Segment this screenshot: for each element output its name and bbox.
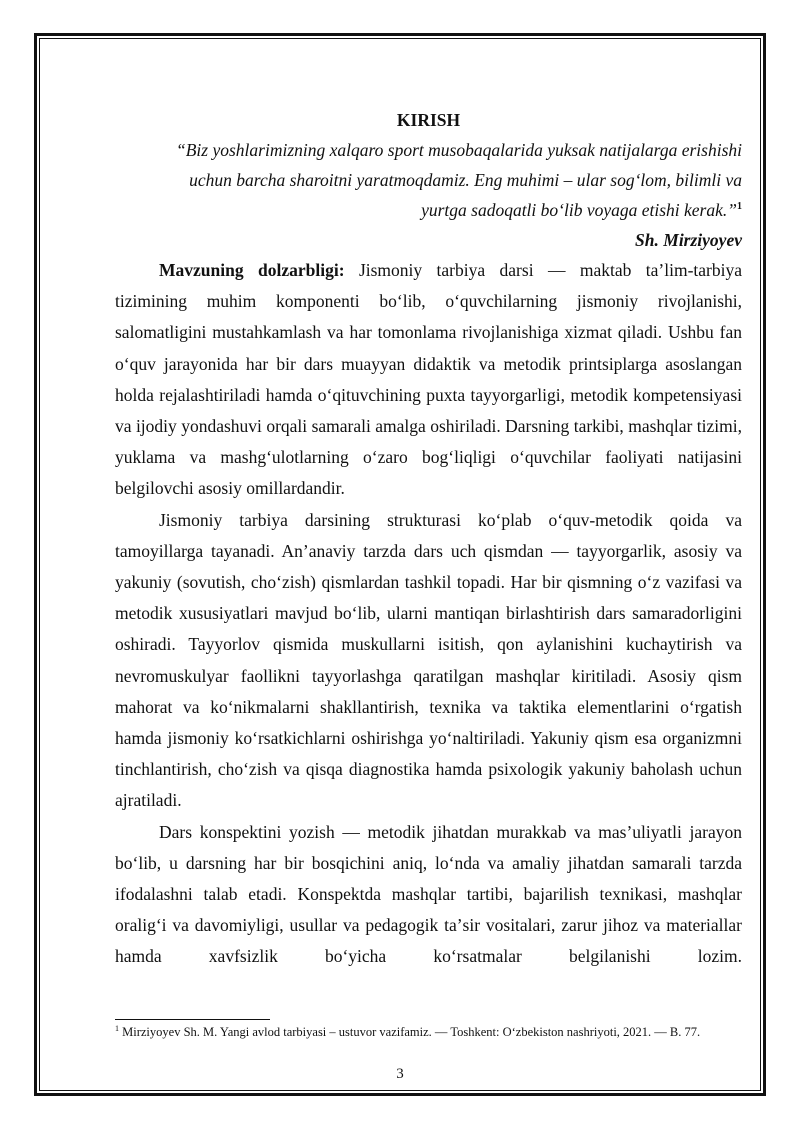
footnote-number: 1 [115, 1023, 119, 1033]
footnote-reference[interactable]: 1 [737, 201, 742, 213]
footnote-text: Mirziyoyev Sh. M. Yangi avlod tarbiyasi – ustuvor vazifamiz. — Toshkent: Oʻzbekiston nashriyoti, 2021. — B. 77. [119, 1025, 701, 1039]
epigraph-line-3 [115, 195, 742, 225]
footnote-separator [115, 1019, 270, 1020]
epigraph-line-3-text: yurtga sadoqatli boʻlib voyaga etishi kerak.” [421, 200, 737, 220]
paragraph-lesson-plan: Dars konspektini yozish — metodik jihatdan murakkab va masʼuliyatli jarayon boʻlib, u darsning har bir bosqichini aniq, loʻnda va amaliy jihatdan samarali tarzda ifodalashni talab etadi. Konspektda mashqlar tartibi, bajarilish texnikasi, mashqlar oraligʻi va davomiyligi, usullar va pedagogik taʼsir vositalari, zarur jihoz va materiallar hamda xavfsizlik boʻyicha koʻrsatmalar belgilanishi lozim. [115, 821, 742, 967]
document-body [115, 105, 742, 973]
epigraph-line-1: “Biz yoshlarimizning xalqaro sport musobaqalarida yuksak natijalarga erishishi [175, 140, 742, 160]
paragraph-relevance-text: Jismoniy tarbiya darsi — maktab taʼlim-tarbiya tizimining muhim komponenti boʻlib, oʻquvchilarning jismoniy rivojlanishi, salomatligini mustahkamlash va har tomonlama rivojlanishiga xizmat qiladi. Ushbu fan oʻquv jarayonida har bir dars muayyan didaktik va metodik printsiplarga asoslangan holda rejalashtiriladi hamda oʻqituvchining puxta tayyorgarligi, metodik kompetensiyasi va ijodiy yondashuvi orqali samarali amalga oshiriladi. Darsning tarkibi, mashqlar tizimi, yuklama va mashgʻulotlarning oʻzaro bogʻliqligi oʻquvchilar faoliyati natijasini belgilovchi asosiy omillardandir. [115, 260, 742, 499]
paragraph-lead: Mavzuning dolzarbligi: [159, 260, 345, 280]
epigraph-line-2: uchun barcha sharoitni yaratmoqdamiz. Eng muhimi – ular sogʻlom, bilimli va [189, 170, 742, 190]
epigraph-author: Sh. Mirziyoyev [635, 230, 742, 250]
paragraph-relevance [115, 255, 742, 505]
paragraph-structure: Jismoniy tarbiya darsining strukturasi koʻplab oʻquv-metodik qoida va tamoyillarga tayanadi. Anʼanaviy tarzda dars uch qismdan — tayyorgarlik, asosiy va yakuniy (sovutish, choʻzish) qismlardan tashkil topadi. Har bir qismning oʻz vazifasi va metodik xususiyatlari mavjud boʻlib, ularni mantiqan birlashtirish dars samaradorligini oshiradi. Tayyorlov qismida muskullarni isitish, qon aylanishini kuchaytirish va nevromuskulyar faollikni tayyorlashga qaratilgan mashqlar kiritiladi. Asosiy qism mahorat va koʻnikmalarni shakllantirish, texnika va taktika elementlarini oʻrgatish hamda jismoniy koʻrsatkichlarni oshirishga yoʻnaltiriladi. Yakuniy qism esa organizmni tinchlantirish, choʻzish va qisqa diagnostika hamda psixologik yakuniy baholash uchun ajratiladi. [115, 509, 742, 811]
epigraph [115, 135, 742, 225]
page-number: 3 [396, 1066, 404, 1082]
section-title: KIRISH [396, 110, 461, 130]
footnote [115, 1024, 730, 1040]
